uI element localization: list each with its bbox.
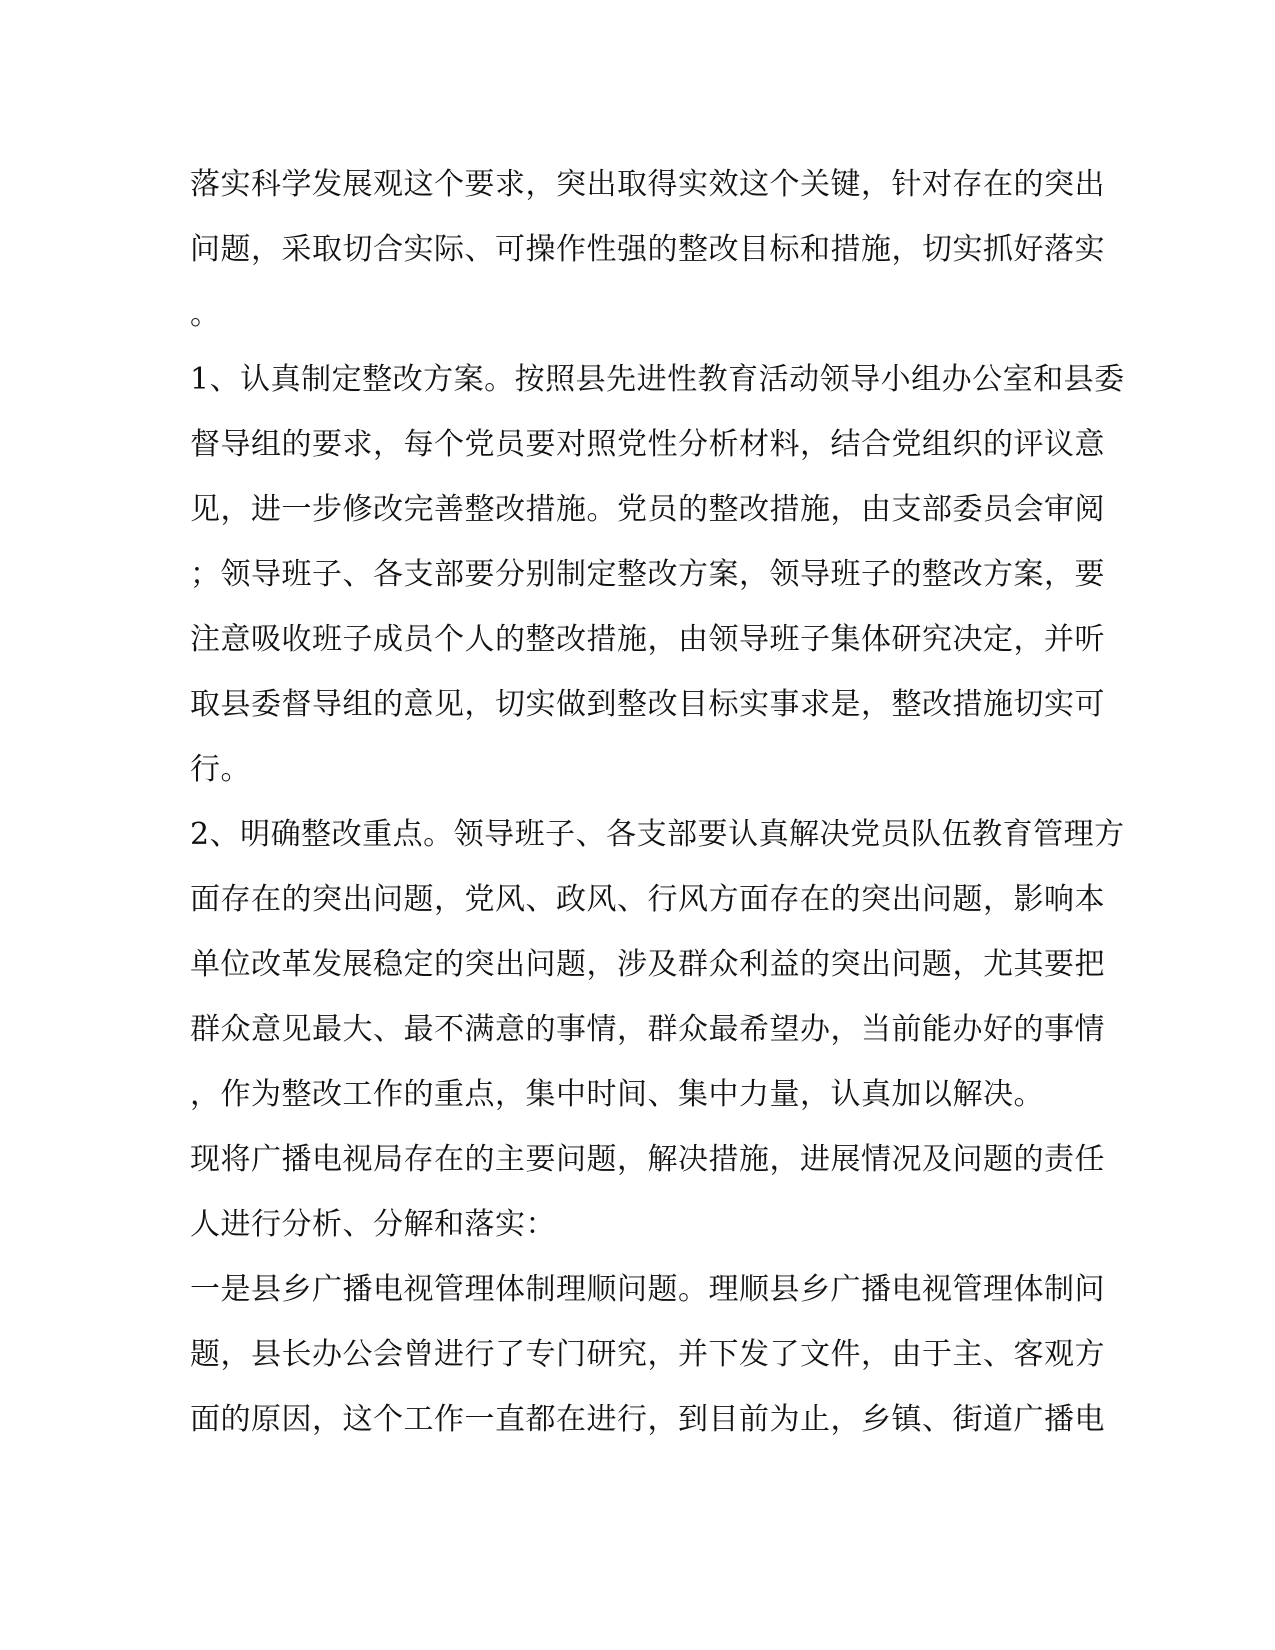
text-line: 。 xyxy=(190,297,221,332)
text-line: ，作为整改工作的重点，集中时间、集中力量，认真加以解决。 xyxy=(190,1077,1044,1112)
document-body xyxy=(190,152,1125,1452)
text-line: 行。 xyxy=(190,752,251,787)
text-line: 问题，采取切合实际、可操作性强的整改目标和措施，切实抓好落实 xyxy=(190,232,1105,267)
text-line: 人进行分析、分解和落实： xyxy=(190,1207,556,1242)
text-line: 取县委督导组的意见，切实做到整改目标实事求是，整改措施切实可 xyxy=(190,687,1105,722)
text-line: 面存在的突出问题，党风、政风、行风方面存在的突出问题，影响本 xyxy=(190,882,1105,917)
text-line: 2、明确整改重点。领导班子、各支部要认真解决党员队伍教育管理方 xyxy=(190,817,1125,852)
text-line: 督导组的要求，每个党员要对照党性分析材料，结合党组织的评议意 xyxy=(190,427,1105,462)
text-line: 1、认真制定整改方案。按照县先进性教育活动领导小组办公室和县委 xyxy=(190,362,1125,397)
text-line: 注意吸收班子成员个人的整改措施，由领导班子集体研究决定，并听 xyxy=(190,622,1105,657)
text-line: ；领导班子、各支部要分别制定整改方案，领导班子的整改方案，要 xyxy=(190,557,1105,592)
text-line: 面的原因，这个工作一直都在进行，到目前为止，乡镇、街道广播电 xyxy=(190,1402,1105,1437)
text-line: 题，县长办公会曾进行了专门研究，并下发了文件，由于主、客观方 xyxy=(190,1337,1105,1372)
text-line: 现将广播电视局存在的主要问题，解决措施，进展情况及问题的责任 xyxy=(190,1142,1105,1177)
text-line: 落实科学发展观这个要求，突出取得实效这个关键，针对存在的突出 xyxy=(190,167,1105,202)
text-line: 见，进一步修改完善整改措施。党员的整改措施，由支部委员会审阅 xyxy=(190,492,1105,527)
text-line: 一是县乡广播电视管理体制理顺问题。理顺县乡广播电视管理体制问 xyxy=(190,1272,1105,1307)
text-line: 单位改革发展稳定的突出问题，涉及群众利益的突出问题，尤其要把 xyxy=(190,947,1105,982)
text-line: 群众意见最大、最不满意的事情，群众最希望办，当前能办好的事情 xyxy=(190,1012,1105,1047)
